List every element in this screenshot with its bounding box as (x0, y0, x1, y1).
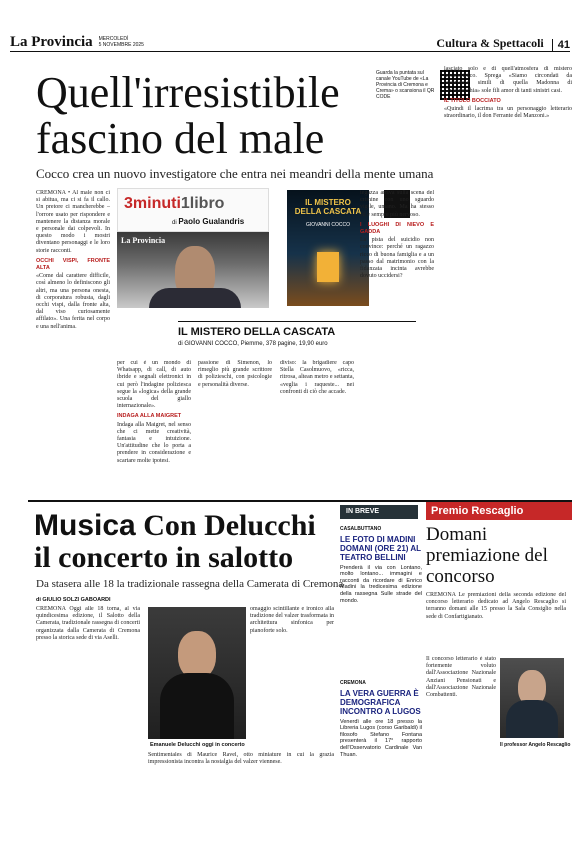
masthead (10, 32, 570, 52)
delucchi-headline: Musica Con Delucchi il concerto in salotto (34, 509, 316, 574)
brand-logo: La Provincia (10, 34, 93, 50)
book-box-credits: di GIOVANNI COCCO, Piemme, 378 pagine, 19,90 euro (178, 341, 328, 347)
page-number: 41 (552, 39, 570, 51)
photo-watermark: La Provincia (121, 236, 166, 245)
article-col-2: per cui è un mondo di Whatsapp, di call, di auto ibride e segnali elettronici in cui però l'indagine poliziesca segue la «logica» della grande scuola del giallo internazionale». INDAGA ALLA MAIGRET Indaga alla Maigret, nel senso che ci mette creatività, fantasia e intuizione. Un'attitudine che lo porta a prendere in considerazione e scartare molte ipotesi. (117, 360, 191, 464)
section-title: Cultura & Spettacoli (436, 36, 544, 50)
jacket-shape (149, 288, 241, 308)
delucchi-col-2: omaggio scintillante e ironico alla tradizione del valzer trasformata in architettura sinfonica per pianoforte solo. (250, 606, 334, 634)
in-breve-header: IN BREVE (340, 505, 418, 519)
premio-bar: Premio Rescaglio (426, 502, 572, 520)
cover-title: IL MISTERO DELLA CASCATA (294, 198, 362, 216)
qr-caption: Guarda la puntata sul canale YouTube de «La Provincia di Cremona e Crema» o scansiona il QR CODE (376, 70, 435, 100)
article-col-5: tegazza arriva sulla scena del crimine con uno sguardo vigile, umano. Ma ha stesso ed è sempre più nervoso. I LUOGHI DI NIEVO E GADDA La pista del suicidio non convince: perché un ragazzo ricco di buona famiglia e a un passo dal matrimonio con la fidanzata incinta avrebbe dovuto uccidersi? (360, 190, 434, 280)
book-rubric: 3minuti1libro (124, 195, 225, 212)
premio-headline: Domani premiazione del concorso (426, 524, 548, 587)
premio-col-1: CREMONA Le premiazioni della seconda edizione del concorso letterario dedicato ad Angelo Rescaglio si terranno domani alle 15 presso la Sala Consiglio nella sede di Confartigianato. (426, 592, 566, 620)
book-author: di Paolo Gualandris (172, 217, 245, 226)
subheading: OCCHI VISPI, FRONTE ALTA (36, 257, 110, 272)
article-col-6: lasciato solo e di quell'atmosfera di mistero miracolistico. Sprega «Siamo circondati da esperienze simili di quella Madonna di Civitavecchia» sole fili amor di tanti sinistri casi. IL TITOLO BOCCIATO «Quindi il lacrima tra un personaggio letterario straordinario, il don Ferrante del Manzoni.» (444, 66, 572, 120)
delucchi-col-1: CREMONA Oggi alle 18 torna, al via quindicesima edizione, il Salotto della Camerata, tradizionale rassegna di concerti organizzata dalla Camerata di Cremona presso la storica sede di via Aselli. (36, 606, 140, 641)
main-deck: Cocco crea un nuovo investigatore che entra nei meandri della mente umana (36, 166, 434, 181)
brief-2: CREMONA LA VERA GUERRA È DEMOGRAFICA INCONTRO A LUGOS Venerdì alle ore 18 presso la Libreria Lugos (corso Garibaldi) il filosofo Stefano Fontana presenterà il 17° rapporto dell'Osservatorio Cardinale Van Thuan. (340, 680, 422, 758)
issue-date: MERCOLEDÌ 5 NOVEMBRE 2025 (98, 36, 144, 48)
book-banner (117, 188, 269, 232)
subheading: I LUOGHI DI NIEVO E GADDA (360, 221, 434, 236)
delucchi-col-3: Sentimentales di Maurice Ravel, otto miniature in cui la grazia impressionista incontra la nostalgia del valzer viennese. (148, 752, 334, 766)
subheading: IL TITOLO BOCCIATO (444, 97, 501, 104)
rescaglio-photo (500, 658, 564, 738)
head-shape (178, 631, 216, 679)
body-shape (506, 700, 558, 738)
byline: di GIULIO SOLZI GABOARDI (36, 597, 111, 603)
photo-caption: Emanuele Delucchi oggi in concerto (150, 742, 245, 748)
author-photo (117, 232, 269, 308)
book-box-title: IL MISTERO DELLA CASCATA (178, 326, 336, 338)
book-cover (287, 190, 369, 306)
subheading: INDAGA ALLA MAIGRET (117, 413, 182, 420)
delucchi-deck: Da stasera alle 18 la tradizionale rassegna della Camerata di Cremona (36, 578, 344, 590)
brief-1: CASALBUTTANO LE FOTO DI MADINI DOMANI (ORE 21) AL TEATRO BELLINI Prenderà il via con Lontano, molto lontano... immagini e racconti da ricordare di Enrico Madini la tredicesima edizione della rassegna Sulle strade del mondo. (340, 526, 422, 604)
article-col-3: passione di Simenon, lo rimeglio più grande scrittore di polizieschi, con psicologie e personalità diverse. (198, 360, 272, 388)
photo-caption: Il professor Angelo Rescaglio (500, 742, 571, 748)
cover-author: GIOVANNI COCCO (305, 222, 351, 228)
premio-col-2: Il concorso letterario è stato fortemente voluto dall'Associazione Nazionale Anziani Pensionati e dall'Associazione Nazionale Combattenti. (426, 656, 496, 699)
body-shape (160, 673, 234, 739)
cover-window (317, 252, 339, 282)
article-col-1: CREMONA • Al male non ci si abitua, ma ci si fa il callo. Un pretore ci mancherebbe – l'orrore usato per rispondere e mantenere la distanza morale e personale dai colpevoli. In questo modo i mostri diventano personaggi e le loro storie racconti. OCCHI VISPI, FRONTE ALTA «Come dal carattere difficile, così almeno lo definiscono gli altri, ma una persona onesta, di corporatura robusta, dagli occhi vispi, dalla fronte alta, dal viso curiosamente affilato». Una ferita nel corpo e una nell'anima. (36, 190, 110, 330)
delucchi-photo (148, 607, 246, 739)
article-col-4: diviso: la brigadiere capo Stella Casolmuovo, «ricca, ritrosa, altean metro e settanta, «veglia i raqueste... nei confronti di ciò che accade. (280, 360, 354, 395)
main-headline: Quell'irresistibile fascino del male (36, 68, 340, 163)
